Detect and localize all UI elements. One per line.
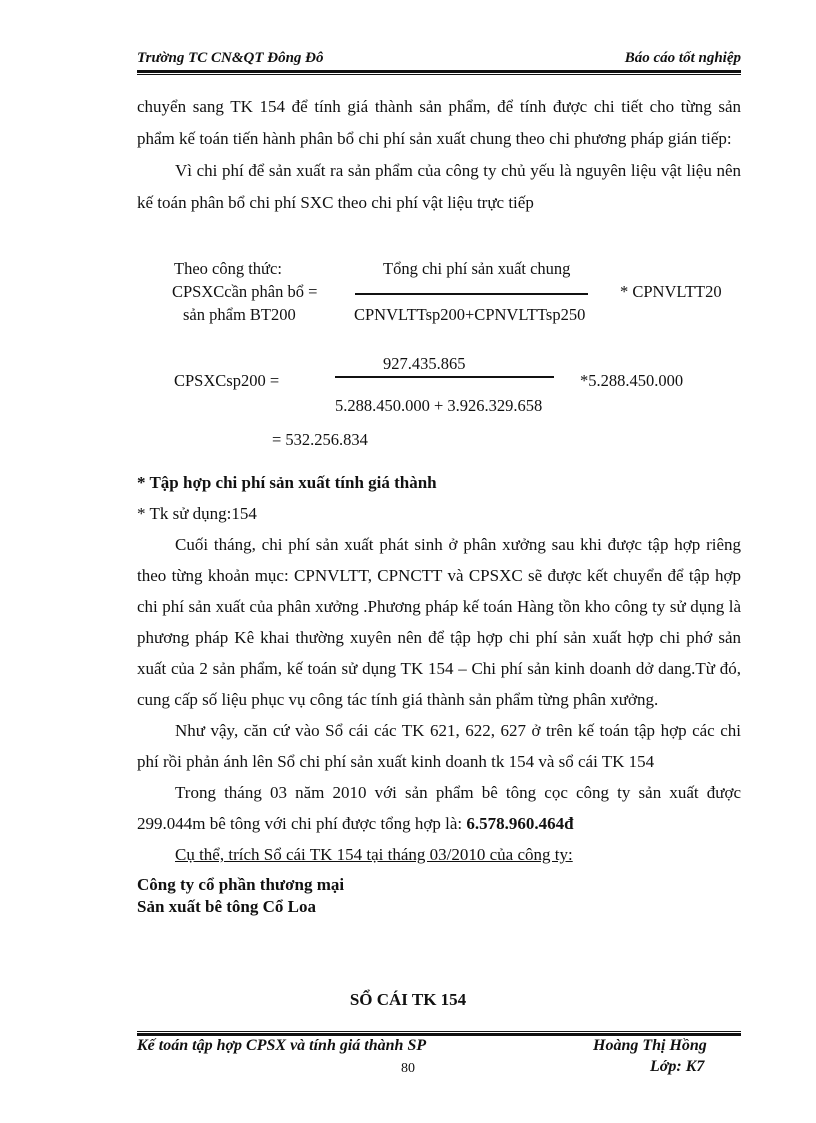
footer-author: Hoàng Thị Hồng	[593, 1037, 707, 1054]
header-rule-thin	[137, 74, 741, 75]
body-top	[137, 91, 741, 219]
company-line-1: Công ty cổ phần thương mại	[137, 875, 345, 894]
formula-label-1: Theo công thức:	[174, 259, 282, 278]
paragraph-2: Vì chi phí để sản xuất ra sản phẩm của công ty chủ yếu là nguyên liệu vật liệu nên kế toán phân bổ chi phí SXC theo chi phí vật liệu trực tiếp	[137, 161, 741, 212]
formula-label-2: CPSXCcần phân bổ =	[172, 282, 318, 301]
page-header	[137, 50, 741, 72]
body-section	[137, 467, 741, 918]
formula-label-3: sản phẩm BT200	[183, 305, 296, 324]
footer-rule-thick	[137, 1033, 741, 1036]
ledger-title: SỔ CÁI TK 154	[349, 990, 467, 1009]
footer-rule-thin	[137, 1031, 741, 1032]
paragraph-5-text: Trong tháng 03 năm 2010 với sản phẩm bê tông cọc công ty sản xuất được 299.044m bê tông với chi phí được tổng hợp là:	[137, 783, 741, 833]
formula-numerator-2: 927.435.865	[383, 354, 466, 373]
paragraph-6-text: Cụ thể, trích Sổ cái TK 154 tại tháng 03/2010 của công ty:	[175, 845, 573, 864]
header-rule-thick	[137, 70, 741, 73]
company-line-2: Sản xuất bê tông Cổ Loa	[137, 897, 317, 916]
section-account: * Tk sử dụng:154	[137, 504, 257, 523]
paragraph-6	[137, 839, 741, 870]
company-block	[137, 874, 741, 918]
formula-multiplier-1: * CPNVLTT20	[620, 282, 722, 301]
formula-multiplier-2: *5.288.450.000	[580, 371, 684, 390]
total-cost-value: 6.578.960.464đ	[466, 814, 574, 833]
formula-numerator-1: Tổng chi phí sản xuất chung	[383, 259, 571, 278]
formula-label-4: CPSXCsp200 =	[174, 371, 280, 390]
paragraph-3: Cuối tháng, chi phí sản xuất phát sinh ở phân xưởng sau khi được tập hợp riêng theo từng khoản mục: CPNVLTT, CPNCTT và CPSXC sẽ được kết chuyển để tập hợp chi phí sản xuất của phân xưởng .Phương pháp kế toán Hàng tồn kho công ty sử dụng là phương pháp Kê khai thường xuyên nên để tập hợp chi phí sản xuất hợp chi phớ sản xuất của 2 sản phẩm, kế toán sử dụng TK 154 – Chi phí sản kinh doanh dở dang.Từ đó, cung cấp số liệu phục vụ công tác tính giá thành sản phẩm từng phân xưởng.	[137, 535, 741, 709]
footer-topic: Kế toán tập hợp CPSX và tính giá thành SP	[137, 1037, 427, 1054]
header-school: Trường TC CN&QT Đông Đô	[137, 50, 324, 66]
section-heading: * Tập hợp chi phí sản xuất tính giá thành	[137, 473, 437, 492]
fraction-bar-2	[335, 376, 554, 378]
footer-class: Lớp: K7	[650, 1058, 705, 1075]
page-number: 80	[401, 1061, 415, 1076]
formula-result: = 532.256.834	[272, 430, 368, 449]
fraction-bar-1	[355, 293, 588, 295]
paragraph-4: Như vậy, căn cứ vào Sổ cái các TK 621, 622, 627 ở trên kế toán tập hợp các chi phí rồi phản ánh lên Sổ chi phí sản xuất kinh doanh tk 154 và sổ cái TK 154	[137, 721, 741, 771]
header-report-type: Báo cáo tốt nghiệp	[624, 50, 741, 66]
paragraph-5	[137, 777, 741, 839]
formula-denominator-2: 5.288.450.000 + 3.926.329.658	[335, 396, 543, 415]
paragraph-1: chuyển sang TK 154 để tính giá thành sản phẩm, để tính được chi tiết cho từng sản phẩm kế toán tiến hành phân bổ chi phí sản xuất chung theo chi phương pháp gián tiếp:	[137, 97, 741, 148]
formula-denominator-1: CPNVLTTsp200+CPNVLTTsp250	[354, 305, 586, 324]
